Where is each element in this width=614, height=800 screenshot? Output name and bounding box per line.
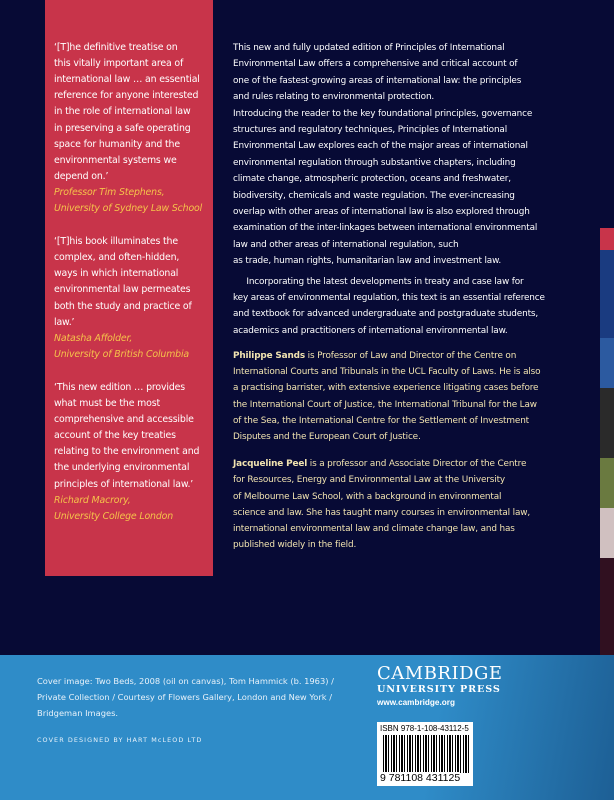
description-line: biodiversity, chemicals and waste regulation. The ever-increasing: [233, 190, 515, 201]
quote-line: what must be the most: [54, 398, 160, 409]
description-line: environmental regulation through substantive chapters, including: [233, 157, 516, 168]
quote-line: the underlying environmental: [54, 462, 190, 474]
quote-line: ways in which international: [54, 268, 179, 280]
description-line: Incorporating the latest developments in treaty and case law for: [233, 276, 524, 287]
quote-line: account of the key treaties: [54, 430, 176, 442]
author-bio-text: is a professor and Associate Director of the Centre: [307, 459, 527, 470]
quote-line: ‘[T]his book illuminates the: [54, 236, 178, 248]
description-line: key areas of environmental regulation, this text is an essential reference: [233, 293, 545, 303]
author-bio-line: for Resources, Energy and Environmental Law at the University: [233, 475, 506, 486]
quote-line: environmental systems we: [54, 154, 177, 166]
description-line: Environmental Law explores each of the major areas of international: [233, 141, 528, 152]
quote-line: law.’: [54, 316, 75, 328]
description-line: This new and fully updated edition of Principles of International: [233, 43, 505, 53]
publisher-website: www.cambridge.org: [377, 698, 455, 707]
quote-line: principles of international law.’: [54, 478, 194, 490]
quote-line: in the role of international law: [54, 106, 191, 118]
quote-attribution: Natasha Affolder,: [54, 332, 133, 344]
description-line: and textbook for advanced undergraduate and postgraduate students,: [233, 309, 539, 320]
quote-attribution: University College London: [54, 510, 174, 522]
credit-line: Cover image: Two Beds, 2008 (oil on canvas), Tom Hammick (b. 1963) /: [37, 676, 334, 686]
author-name: Jacqueline Peel: [233, 459, 308, 470]
footer-band: [0, 655, 614, 800]
quote-attribution: Professor Tim Stephens,: [54, 186, 165, 198]
author-bio-line: of the Sea, the International Centre for the Settlement of Investment: [233, 415, 529, 426]
quote-attribution: University of British Columbia: [54, 348, 190, 360]
ean-number: 9 781108 431125: [380, 772, 461, 784]
publisher-sub: UNIVERSITY PRESS: [377, 684, 501, 695]
author-bio-line: of Melbourne Law School, with a background in environmental: [233, 491, 502, 502]
description-line: and rules relating to environmental protection.: [233, 92, 435, 103]
description-line: as trade, human rights, humanitarian law and investment law.: [233, 256, 502, 267]
cover-artwork-strip: [600, 228, 614, 656]
quote-line: space for humanity and the: [54, 138, 180, 150]
barcode-bars: [383, 735, 469, 773]
quote-line: international law … an essential: [54, 74, 200, 86]
author-bio-line: science and law. She has taught many courses in environmental law,: [233, 507, 531, 518]
isbn-text: ISBN 978-1-108-43112-5: [380, 724, 469, 733]
description-line: Environmental Law offers a comprehensive and critical account of: [233, 59, 518, 70]
quote-line: in preserving a safe operating: [54, 122, 191, 134]
author-bio-line: Disputes and the European Court of Justice.: [233, 432, 421, 442]
author-bio-first-line: [233, 348, 516, 364]
description-line: law and other areas of international regulation, such: [233, 239, 459, 250]
quote-line: depend on.’: [54, 170, 109, 182]
description-line: academics and practitioners of international environmental law.: [233, 325, 508, 336]
quote-line: relating to the environment and: [54, 446, 200, 458]
credit-line: Bridgeman Images.: [37, 708, 119, 718]
description-line: overlap with other areas of international law is also explored through: [233, 207, 530, 217]
author-bio-line: a practising barrister, with extensive experience litigating cases before: [233, 383, 539, 394]
author-bio-first-line: [233, 456, 526, 472]
description-line: climate change, atmospheric protection, oceans and freshwater,: [233, 174, 511, 185]
quote-line: ‘[T]he definitive treatise on: [54, 42, 178, 53]
description-line: one of the fastest-growing areas of international law: the principles: [233, 75, 522, 86]
quote-line: comprehensive and accessible: [54, 414, 194, 426]
quote-attribution: University of Sydney Law School: [54, 203, 203, 214]
cover-image-credit: [37, 673, 334, 721]
description-line: structures and regulatory techniques, Principles of International: [233, 125, 508, 135]
quote-line: environmental law permeates: [54, 284, 191, 296]
author-bio-line: international environmental law and climate change law, and has: [233, 524, 515, 534]
author-bio-text: is Professor of Law and Director of the Centre on: [305, 351, 517, 361]
author-bio-line: International Courts and Tribunals in the UCL Faculty of Laws. He is also: [233, 367, 541, 378]
publisher-logo: [377, 664, 503, 710]
quote-line: complex, and often-hidden,: [54, 252, 180, 264]
credit-line: Private Collection / Courtesy of Flowers Gallery, London and New York /: [37, 692, 333, 702]
publisher-name: CAMBRIDGE: [377, 663, 503, 684]
quote-attribution: Richard Macrory,: [54, 494, 131, 506]
quote-line: reference for anyone interested: [54, 90, 199, 102]
author-bio-line: the International Court of Justice, the International Tribunal for the Law: [233, 399, 537, 410]
quote-line: this vitally important area of: [54, 58, 184, 70]
description-line: examination of the inter-linkages between international environmental: [233, 223, 538, 234]
cover-designer: COVER DESIGNED BY HART McLEOD LTD: [37, 736, 203, 744]
description-line: Introducing the reader to the key foundational principles, governance: [233, 108, 533, 119]
quote-line: both the study and practice of: [54, 300, 192, 312]
quote-line: ‘This new edition … provides: [54, 381, 185, 393]
isbn-barcode: [377, 722, 473, 786]
author-name: Philippe Sands: [233, 351, 305, 361]
author-bio-line: published widely in the field.: [233, 540, 357, 551]
